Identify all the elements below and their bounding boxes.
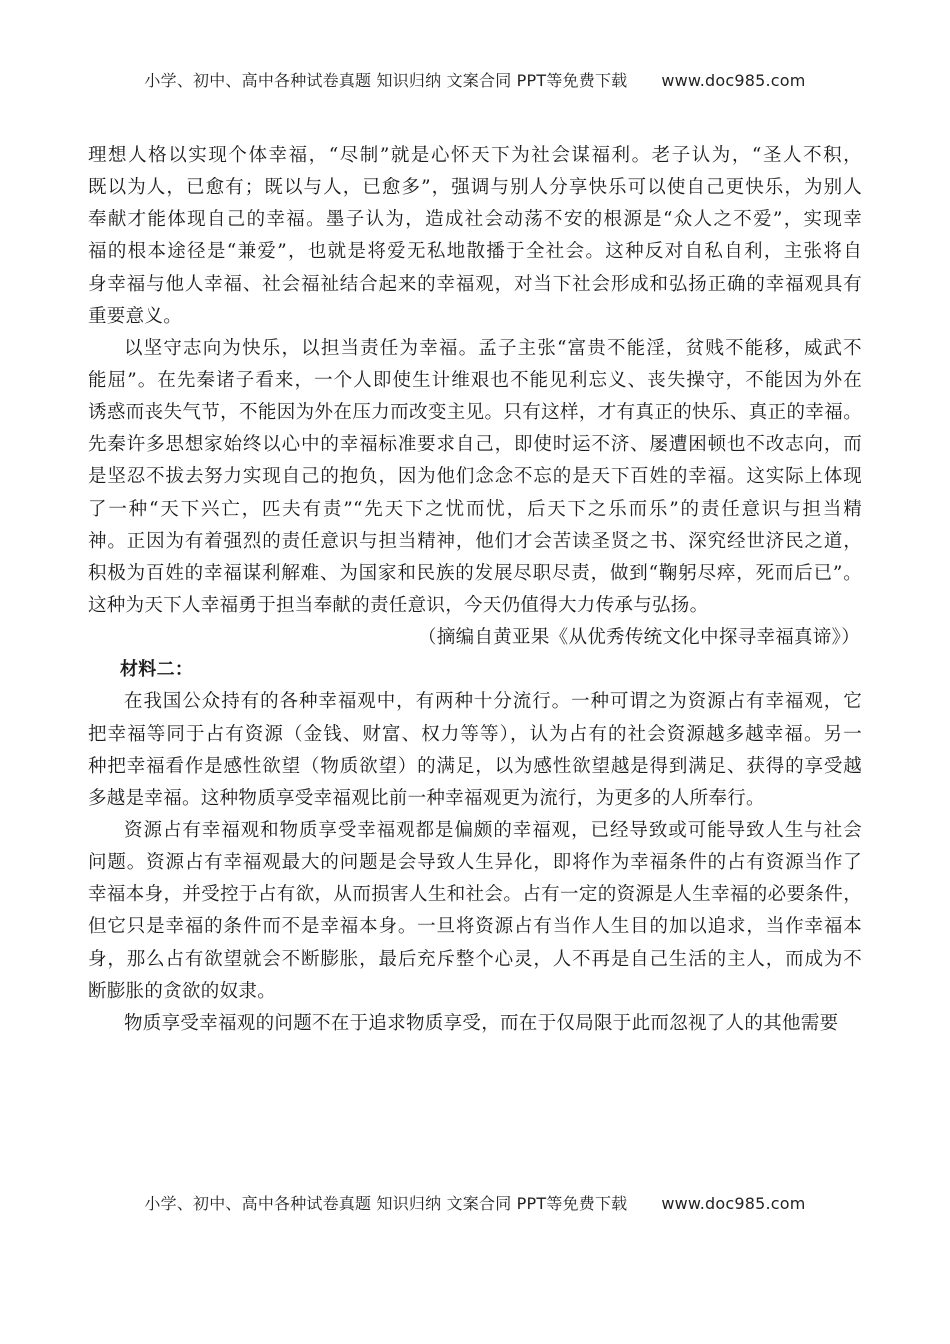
page-footer — [0, 1191, 950, 1214]
text-line: 资源占有幸福观和物质享受幸福观都是偏颇的幸福观，已经导致或可能导致人生与社会 — [124, 819, 862, 841]
text-line: 理想人格以实现个体幸福，“尽制”就是心怀天下为社会谋福利。老子认为，“圣人不积， — [88, 145, 862, 166]
text-line: 这种为天下人幸福勇于担当奉献的责任意识，今天仍值得大力传承与弘扬。 — [88, 594, 709, 616]
text-line: 积极为百姓的幸福谋利解难、为国家和民族的发展尽职尽责，做到“鞠躬尽瘁，死而后已”。 — [88, 562, 862, 584]
header-site-link[interactable]: www.doc985.com — [661, 71, 806, 90]
text-line: 神。正因为有着强烈的责任意识与担当精神，他们才会苦读圣贤之书、深究经世济民之道， — [88, 530, 862, 552]
text-line: 把幸福等同于占有资源（金钱、财富、权力等等），认为占有的社会资源越多越幸福。另一 — [88, 723, 862, 745]
text-line: 问题。资源占有幸福观最大的问题是会导致人生异化，即将作为幸福条件的占有资源当作了 — [88, 852, 862, 874]
footer-text: 小学、初中、高中各种试卷真题 知识归纳 文案合同 PPT等免费下载 — [144, 1194, 628, 1213]
text-line: 但它只是幸福的条件而不是幸福本身。一旦将资源占有当作人生目的加以追求，当作幸福本 — [88, 916, 862, 938]
text-line: 福的根本途径是“兼爱”，也就是将爱无私地散播于全社会。这种反对自私自利，主张将自 — [88, 241, 862, 263]
text-line: 先秦许多思想家始终以心中的幸福标准要求自己，即使时运不济、屡遭困顿也不改志向，而 — [88, 434, 862, 456]
source-citation: （摘编自黄亚果《从优秀传统文化中探寻幸福真谛》） — [418, 627, 860, 649]
section-heading: 材料二： — [120, 659, 194, 681]
document-body — [88, 140, 862, 1040]
text-line: 重要意义。 — [88, 305, 183, 327]
text-line: 多越是幸福。这种物质享受幸福观比前一种幸福观更为流行，为更多的人所奉行。 — [88, 787, 765, 809]
text-line: 物质享受幸福观的问题不在于追求物质享受，而在于仅局限于此而忽视了人的其他需要 — [124, 1012, 839, 1034]
text-line: 种把幸福看作是感性欲望（物质欲望）的满足，以为感性欲望越是得到满足、获得的享受越 — [88, 755, 862, 777]
footer-site-link[interactable]: www.doc985.com — [661, 1194, 806, 1213]
text-line: 奉献才能体现自己的幸福。墨子认为，造成社会动荡不安的根源是“众人之不爱”，实现幸 — [88, 209, 862, 231]
page-header — [0, 68, 950, 91]
text-line: 断膨胀的贪欲的奴隶。 — [88, 980, 277, 1002]
text-line: 能屈”。在先秦诸子看来，一个人即使生计维艰也不能见利忘义、丧失操守，不能因为外在 — [88, 369, 862, 391]
text-line: 幸福本身，并受控于占有欲，从而损害人生和社会。占有一定的资源是人生幸福的必要条件， — [88, 884, 862, 906]
text-line: 是坚忍不拔去努力实现自己的抱负，因为他们念念不忘的是天下百姓的幸福。这实际上体现 — [88, 466, 862, 488]
text-line: 身幸福与他人幸福、社会福祉结合起来的幸福观，对当下社会形成和弘扬正确的幸福观具有 — [88, 273, 862, 295]
header-text: 小学、初中、高中各种试卷真题 知识归纳 文案合同 PPT等免费下载 — [144, 71, 628, 90]
text-line: 了一种“天下兴亡，匹夫有责”“先天下之忧而忧，后天下之乐而乐”的责任意识与担当精 — [88, 498, 862, 520]
text-line: 身，那么占有欲望就会不断膨胀，最后充斥整个心灵，人不再是自己生活的主人，而成为不 — [88, 948, 862, 970]
text-line: 在我国公众持有的各种幸福观中，有两种十分流行。一种可谓之为资源占有幸福观，它 — [124, 691, 862, 713]
text-line: 以坚守志向为快乐，以担当责任为幸福。孟子主张“富贵不能淫，贫贱不能移，威武不 — [124, 337, 862, 359]
text-line: 既以为人，已愈有；既以与人，已愈多”，强调与别人分享快乐可以使自己更快乐，为别人 — [88, 177, 862, 199]
text-line: 诱惑而丧失气节，不能因为外在压力而改变主见。只有这样，才有真正的快乐、真正的幸福。 — [88, 402, 862, 424]
